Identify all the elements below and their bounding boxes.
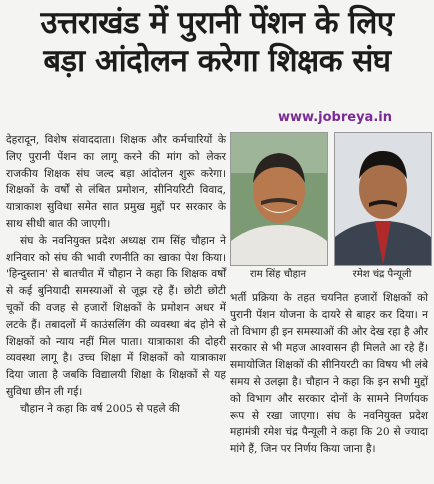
headline-line-2: बड़ा आंदोलन करेगा शिक्षक संघ [43, 43, 391, 79]
photo-caption-2: रमेश चंद्र पैन्यूली [352, 269, 412, 280]
portrait-2-image [335, 133, 431, 265]
photo-ramesh-chandra-painyuli [334, 132, 432, 266]
paragraph-1: देहरादून, विशेष संवाददाता। शिक्षक और कर्मचारियों के लिए पुरानी पेंशन का लागू करने की मांग को लेकर राजकीय शिक्षक संघ जल्द बड़ा आंदोलन शुरू करेगा। शिक्षकों के वर्षों से लंबित प्रमोशन, सीनियरिटी विवाद, यात्राकाश सुविधा समेत सात प्रमुख मुद्दों पर सरकार के साथ सीधी बात की जाएगी। [6, 134, 226, 230]
paragraph-4: भर्ती प्रक्रिया के तहत चयनित हजारों शिक्षकों को पुरानी पेंशन योजना के दायरे से बाहर कर दिया। न तो विभाग ही इन समस्याओं की ओर देख रहा है और सरकार से भी महज आश्वासन ही मिलते आ रहे हैं। समायोजित शिक्षकों की सीनियरटी का विषय भी लंबे समय से उलझा है। चौहान ने कहा कि इन सभी मुद्दों को विभाग और सरकार दोनों के सामने निर्णायक रूप से रखा जाएगा। संघ के नवनियुक्त प्रदेश महामंत्री रमेश चंद्र पैन्यूली ने कहा कि 20 से ज्यादा मांगे हैं, जिन पर निर्णय किया जाना है। [230, 292, 428, 456]
photo-ram-singh-chauhan [230, 132, 328, 266]
left-column [6, 132, 226, 418]
paragraph-3: चौहान ने कहा कि वर्ष 2005 से पहले की [20, 402, 180, 415]
portrait-1-image [231, 133, 327, 265]
right-column [230, 290, 428, 458]
photo-caption-1: राम सिंह चौहान [249, 269, 307, 280]
paragraph-2: संघ के नवनियुक्त प्रदेश अध्यक्ष राम सिंह चौहान ने शनिवार को संघ की भावी रणनीति का खाका पेश किया। 'हिन्दुस्तान' से बातचीत में चौहान ने कहा कि शिक्षक वर्षों से कई बुनियादी समस्याओं से जूझ रहे हैं। छोटी छोटी चूकों की वजह से हजारों शिक्षकों के प्रमोशन अधर में लटके हैं। तबादलों में काउंसलिंग की व्यवस्था बंद होने से शिक्षकों को न्याय नहीं मिल पाता। यात्राकाश की दोहरी व्यवस्था लागू है। उच्च शिक्षा में शिक्षकों को यात्राकाश दिया जाता है जबकि विद्यालयी शिक्षा के शिक्षकों से यह सुविधा छीन ली गई। [6, 234, 226, 398]
headline [4, 4, 430, 80]
headline-line-1: उत्तराखंड में पुरानी पेंशन के लिए [40, 5, 394, 41]
watermark-url[interactable]: www.jobreya.in [278, 110, 392, 125]
